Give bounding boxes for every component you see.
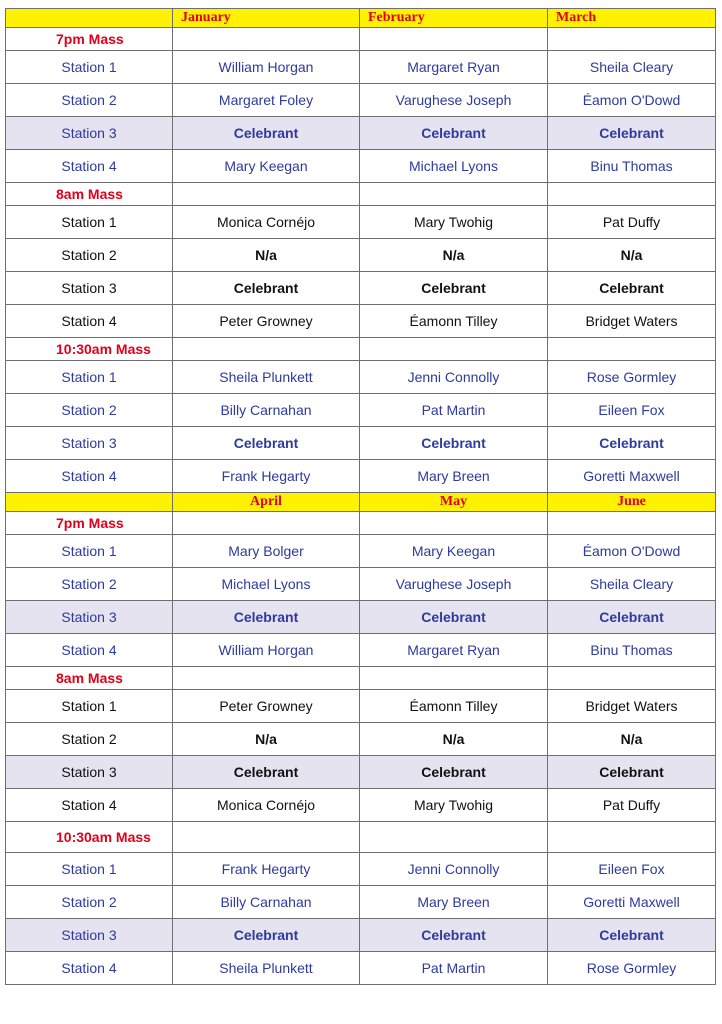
assignee-cell: Mary Twohig [360, 789, 548, 822]
station-label: Station 4 [6, 789, 173, 822]
assignee-cell: Celebrant [173, 756, 360, 789]
assignee-cell: Varughese Joseph [360, 568, 548, 601]
table-row [6, 239, 716, 272]
station-label: Station 2 [6, 886, 173, 919]
table-row [6, 84, 716, 117]
assignee-cell: Binu Thomas [548, 634, 716, 667]
corner-cell [6, 9, 173, 28]
month-header: May [360, 493, 548, 512]
assignee-cell: Éamon O'Dowd [548, 84, 716, 117]
month-header: March [548, 9, 716, 28]
mass-label: 10:30am Mass [6, 338, 173, 361]
station-label: Station 2 [6, 394, 173, 427]
assignee-cell: Monica Cornéjo [173, 206, 360, 239]
station-label: Station 2 [6, 84, 173, 117]
assignee-cell: Celebrant [360, 919, 548, 952]
assignee-cell: William Horgan [173, 51, 360, 84]
table-row [6, 427, 716, 460]
corner-cell [6, 493, 173, 512]
assignee-cell: Margaret Foley [173, 84, 360, 117]
table-row [6, 568, 716, 601]
assignee-cell: Mary Breen [360, 460, 548, 493]
table-row [6, 756, 716, 789]
station-label: Station 4 [6, 305, 173, 338]
assignee-cell: Celebrant [360, 427, 548, 460]
table-row [6, 690, 716, 723]
assignee-cell: Peter Growney [173, 690, 360, 723]
mass-header-row [6, 822, 716, 853]
assignee-cell: Goretti Maxwell [548, 460, 716, 493]
assignee-cell: Bridget Waters [548, 690, 716, 723]
assignee-cell: Celebrant [173, 601, 360, 634]
assignee-cell: Rose Gormley [548, 952, 716, 985]
assignee-cell: Celebrant [548, 919, 716, 952]
station-label: Station 2 [6, 723, 173, 756]
assignee-cell: Bridget Waters [548, 305, 716, 338]
station-label: Station 1 [6, 206, 173, 239]
month-header: June [548, 493, 716, 512]
mass-header-row [6, 338, 716, 361]
table-row [6, 460, 716, 493]
assignee-cell: Michael Lyons [360, 150, 548, 183]
assignee-cell: Monica Cornéjo [173, 789, 360, 822]
table-row [6, 789, 716, 822]
assignee-cell: N/a [548, 723, 716, 756]
assignee-cell: Sheila Plunkett [173, 952, 360, 985]
station-label: Station 3 [6, 919, 173, 952]
table-row [6, 919, 716, 952]
assignee-cell: Éamon O'Dowd [548, 535, 716, 568]
month-header: January [173, 9, 360, 28]
mass-label: 8am Mass [6, 667, 173, 690]
station-label: Station 3 [6, 601, 173, 634]
assignee-cell: Celebrant [548, 601, 716, 634]
assignee-cell: N/a [360, 239, 548, 272]
assignee-cell: Goretti Maxwell [548, 886, 716, 919]
month-header: April [173, 493, 360, 512]
station-label: Station 1 [6, 853, 173, 886]
assignee-cell: Mary Bolger [173, 535, 360, 568]
table-row [6, 361, 716, 394]
assignee-cell: Pat Duffy [548, 206, 716, 239]
assignee-cell: Pat Martin [360, 952, 548, 985]
assignee-cell: Éamonn Tilley [360, 690, 548, 723]
assignee-cell: Celebrant [173, 919, 360, 952]
station-label: Station 1 [6, 51, 173, 84]
rota-table [5, 8, 716, 985]
assignee-cell: Eileen Fox [548, 394, 716, 427]
mass-label: 7pm Mass [6, 28, 173, 51]
assignee-cell: Eileen Fox [548, 853, 716, 886]
table-row [6, 723, 716, 756]
assignee-cell: Jenni Connolly [360, 853, 548, 886]
assignee-cell: Frank Hegarty [173, 853, 360, 886]
station-label: Station 1 [6, 361, 173, 394]
assignee-cell: N/a [360, 723, 548, 756]
assignee-cell: Margaret Ryan [360, 634, 548, 667]
table-row [6, 634, 716, 667]
assignee-cell: Varughese Joseph [360, 84, 548, 117]
mass-label: 8am Mass [6, 183, 173, 206]
table-row [6, 272, 716, 305]
station-label: Station 2 [6, 568, 173, 601]
assignee-cell: N/a [173, 723, 360, 756]
month-header-row [6, 493, 716, 512]
assignee-cell: Sheila Cleary [548, 51, 716, 84]
station-label: Station 3 [6, 427, 173, 460]
mass-header-row [6, 183, 716, 206]
table-row [6, 886, 716, 919]
station-label: Station 4 [6, 952, 173, 985]
table-row [6, 853, 716, 886]
mass-label: 7pm Mass [6, 512, 173, 535]
assignee-cell: William Horgan [173, 634, 360, 667]
assignee-cell: Celebrant [173, 117, 360, 150]
assignee-cell: Celebrant [360, 117, 548, 150]
table-row [6, 601, 716, 634]
assignee-cell: Michael Lyons [173, 568, 360, 601]
station-label: Station 3 [6, 272, 173, 305]
assignee-cell: Sheila Plunkett [173, 361, 360, 394]
table-row [6, 305, 716, 338]
assignee-cell: Peter Growney [173, 305, 360, 338]
table-row [6, 51, 716, 84]
station-label: Station 1 [6, 690, 173, 723]
station-label: Station 3 [6, 756, 173, 789]
table-row [6, 952, 716, 985]
assignee-cell: Celebrant [360, 272, 548, 305]
assignee-cell: Celebrant [548, 756, 716, 789]
mass-header-row [6, 667, 716, 690]
assignee-cell: Rose Gormley [548, 361, 716, 394]
table-row [6, 206, 716, 239]
assignee-cell: Billy Carnahan [173, 394, 360, 427]
assignee-cell: Mary Twohig [360, 206, 548, 239]
assignee-cell: Pat Duffy [548, 789, 716, 822]
table-row [6, 117, 716, 150]
month-header-row [6, 9, 716, 28]
mass-label: 10:30am Mass [6, 822, 173, 853]
assignee-cell: Mary Keegan [173, 150, 360, 183]
assignee-cell: Mary Keegan [360, 535, 548, 568]
assignee-cell: Margaret Ryan [360, 51, 548, 84]
assignee-cell: Frank Hegarty [173, 460, 360, 493]
station-label: Station 3 [6, 117, 173, 150]
assignee-cell: Celebrant [360, 756, 548, 789]
assignee-cell: Celebrant [173, 272, 360, 305]
assignee-cell: Pat Martin [360, 394, 548, 427]
table-row [6, 150, 716, 183]
station-label: Station 2 [6, 239, 173, 272]
assignee-cell: Celebrant [548, 117, 716, 150]
assignee-cell: N/a [548, 239, 716, 272]
assignee-cell: Celebrant [173, 427, 360, 460]
mass-header-row [6, 512, 716, 535]
assignee-cell: Binu Thomas [548, 150, 716, 183]
station-label: Station 1 [6, 535, 173, 568]
assignee-cell: Celebrant [360, 601, 548, 634]
assignee-cell: N/a [173, 239, 360, 272]
table-row [6, 394, 716, 427]
table-row [6, 535, 716, 568]
month-header: February [360, 9, 548, 28]
assignee-cell: Celebrant [548, 427, 716, 460]
assignee-cell: Sheila Cleary [548, 568, 716, 601]
station-label: Station 4 [6, 150, 173, 183]
assignee-cell: Mary Breen [360, 886, 548, 919]
mass-header-row [6, 28, 716, 51]
assignee-cell: Jenni Connolly [360, 361, 548, 394]
station-label: Station 4 [6, 634, 173, 667]
assignee-cell: Billy Carnahan [173, 886, 360, 919]
assignee-cell: Éamonn Tilley [360, 305, 548, 338]
station-label: Station 4 [6, 460, 173, 493]
assignee-cell: Celebrant [548, 272, 716, 305]
